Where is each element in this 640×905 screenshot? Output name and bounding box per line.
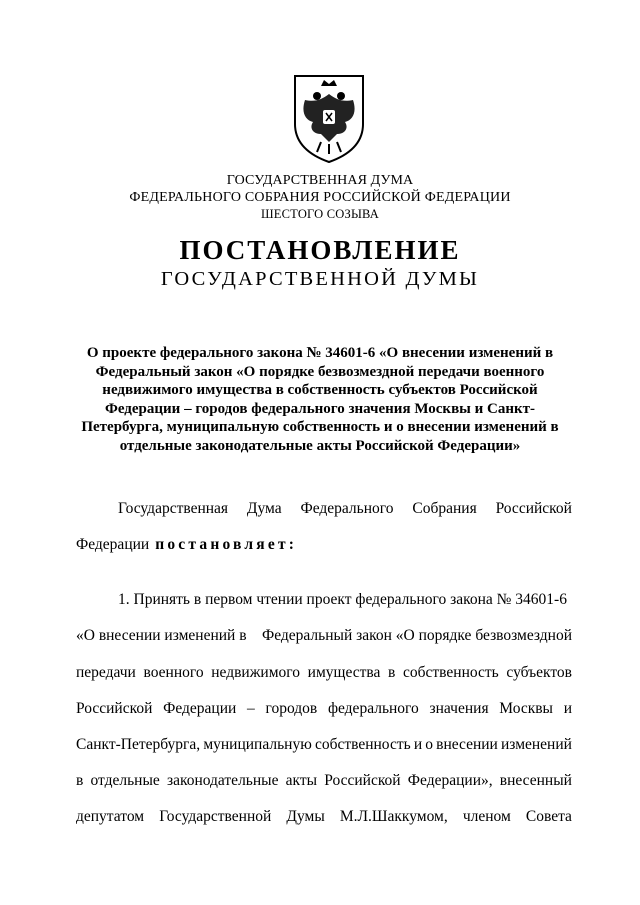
word: акты bbox=[285, 772, 318, 789]
word: Совета bbox=[525, 808, 572, 825]
intro-line-2 bbox=[76, 536, 572, 554]
word: Дума bbox=[246, 500, 282, 517]
item1-line-2 bbox=[76, 627, 572, 645]
word: в bbox=[76, 772, 84, 789]
org-line-2: ФЕДЕРАЛЬНОГО СОБРАНИЯ РОССИЙСКОЙ ФЕДЕРАЦИИ bbox=[129, 190, 511, 205]
subject-line: Федеральный закон «О порядке безвозмездной передачи военного bbox=[95, 363, 545, 380]
word: и bbox=[563, 700, 572, 717]
subject-line: отдельные законодательные акты Российской Федерации» bbox=[119, 437, 521, 454]
word: Федерального bbox=[300, 500, 394, 517]
word: федерального bbox=[327, 700, 419, 717]
word: – bbox=[247, 700, 255, 717]
word: собственность bbox=[403, 664, 499, 681]
word: имущества bbox=[307, 664, 381, 681]
item1-line-6 bbox=[76, 772, 572, 790]
word: Федеральный закон «О порядке безвозмездной bbox=[261, 627, 572, 644]
word: изменений bbox=[501, 736, 572, 753]
subject-line: Федерации – городов федерального значения Москвы и Санкт- bbox=[104, 400, 536, 417]
word: внесении bbox=[436, 736, 498, 753]
word: субъектов bbox=[506, 664, 572, 681]
document-title: ПОСТАНОВЛЕНИЕ bbox=[179, 235, 461, 265]
item1-line-5 bbox=[76, 736, 572, 754]
word: Собрания bbox=[412, 500, 477, 517]
word: Думы bbox=[286, 808, 325, 825]
word: отдельные bbox=[90, 772, 160, 789]
subject-line: недвижимого имущества в собственность субъектов Российской bbox=[102, 382, 538, 398]
word: городов bbox=[265, 700, 318, 717]
word: недвижимого bbox=[211, 664, 301, 681]
word: собственность bbox=[314, 736, 411, 753]
word: о bbox=[425, 736, 433, 753]
word: Государственной bbox=[159, 808, 272, 825]
word: внесенный bbox=[499, 772, 572, 789]
word: Санкт-Петербурга, bbox=[76, 736, 201, 753]
word: Российской bbox=[324, 772, 401, 789]
word: депутатом bbox=[76, 808, 145, 825]
word: Москвы bbox=[499, 700, 553, 717]
subject-line: Петербурга, муниципальную собственность и о внесении изменений в bbox=[81, 419, 559, 435]
item1-line-4 bbox=[76, 700, 572, 718]
org-line-1: ГОСУДАРСТВЕННАЯ ДУМА bbox=[226, 173, 414, 188]
word: Федерации», bbox=[407, 772, 493, 789]
subject-line: О проекте федерального закона № 34601-6 «О внесении изменений в bbox=[86, 345, 554, 361]
intro-line-1 bbox=[118, 500, 572, 518]
word: Федерации bbox=[163, 700, 237, 717]
word: законодательные bbox=[166, 772, 279, 789]
word: Российской bbox=[495, 500, 572, 517]
word: значения bbox=[429, 700, 489, 717]
item1-line-7 bbox=[76, 808, 572, 826]
item1-line-1 bbox=[118, 591, 572, 609]
word: передачи bbox=[76, 664, 136, 681]
org-line-3: ШЕСТОГО СОЗЫВА bbox=[260, 207, 380, 221]
word: М.Л.Шаккумом, bbox=[339, 808, 448, 825]
word: Государственная bbox=[118, 500, 229, 517]
word: в bbox=[388, 664, 396, 681]
word: Российской bbox=[76, 700, 153, 717]
word: 1. Принять в первом чтении проект федерального закона № 34601-6 bbox=[118, 591, 567, 608]
word: военного bbox=[143, 664, 204, 681]
word: муниципальную bbox=[203, 736, 312, 753]
word: членом bbox=[462, 808, 511, 825]
subject-block bbox=[60, 344, 580, 455]
document-subtitle: ГОСУДАРСТВЕННОЙ ДУМЫ bbox=[160, 268, 480, 290]
word: Федерации bbox=[76, 536, 150, 553]
coat-of-arms-icon bbox=[291, 72, 367, 164]
word: и bbox=[413, 736, 423, 753]
item1-line-3 bbox=[76, 664, 572, 682]
word: «О внесении изменений в bbox=[76, 627, 247, 644]
resolves-keyword: постановляет: bbox=[155, 536, 298, 553]
